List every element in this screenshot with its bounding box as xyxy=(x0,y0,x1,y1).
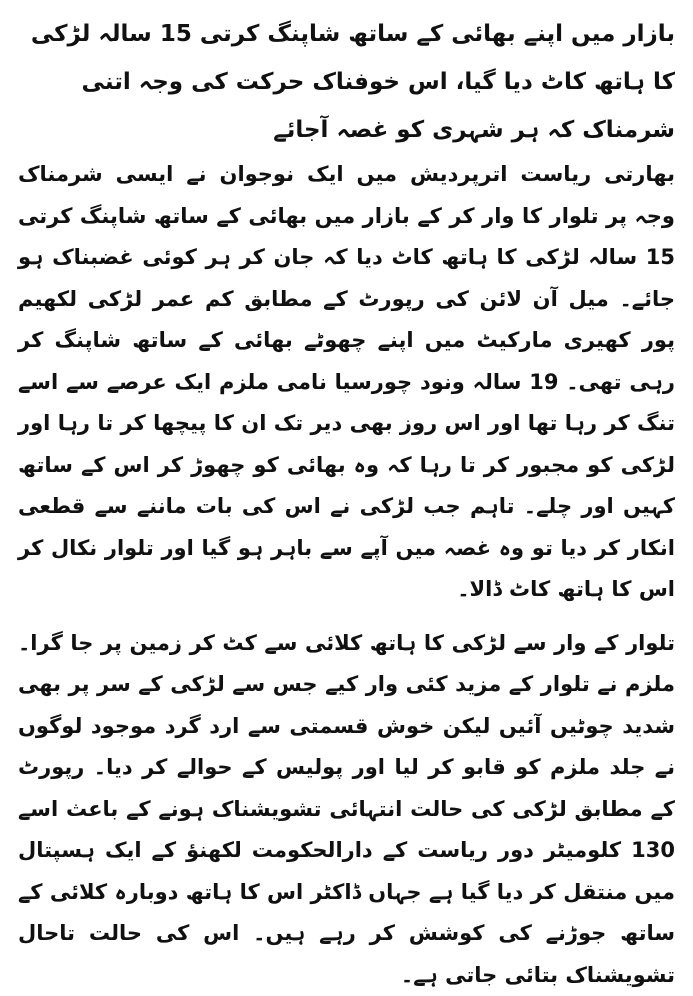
news-article xyxy=(18,10,675,996)
article-headline: بازار میں اپنے بھائی کے ساتھ شاپنگ کرتی 15 سالہ لڑکی کا ہاتھ کاٹ دیا گیا، اس خوفناک حرکت کی وجہ اتنی شرمناک کہ ہر شہری کو غصہ آجائے xyxy=(18,10,675,154)
article-paragraph-1: بھارتی ریاست اترپردیش میں ایک نوجوان نے ایسی شرمناک وجہ پر تلوار کا وار کر کے بازار میں بھائی کے ساتھ شاپنگ کرتی 15 سالہ لڑکی کا ہاتھ کاٹ دیا کہ جان کر ہر کوئی غضبناک ہو جائے۔ میل آن لائن کی رپورٹ کے مطابق کم عمر لڑکی لکھیم پور کھیری مارکیٹ میں اپنے چھوٹے بھائی کے ساتھ شاپنگ کر رہی تھی۔ 19 سالہ ونود چورسیا نامی ملزم ایک عرصے سے اسے تنگ کر رہا تھا اور اس روز بھی دیر تک ان کا پیچھا کر تا رہا اور لڑکی کو مجبور کر تا رہا کہ وہ بھائی کو چھوڑ کر اس کے ساتھ کہیں اور چلے۔ تاہم جب لڑکی نے اس کی بات ماننے سے قطعی انکار کر دیا تو وہ غصہ میں آپے سے باہر ہو گیا اور تلوار نکال کر اس کا ہاتھ کاٹ ڈالا۔ xyxy=(18,154,675,611)
article-paragraph-2: تلوار کے وار سے لڑکی کا ہاتھ کلائی سے کٹ کر زمین پر جا گرا۔ ملزم نے تلوار کے مزید کئی وار کیے جس سے لڑکی کے سر پر بھی شدید چوٹیں آئیں لیکن خوش قسمتی سے ارد گرد موجود لوگوں نے جلد ملزم کو قابو کر لیا اور پولیس کے حوالے کر دیا۔ رپورٹ کے مطابق لڑکی کی حالت انتہائی تشویشناک ہونے کے باعث اسے 130 کلومیٹر دور ریاست کے دارالحکومت لکھنؤ کے ایک ہسپتال میں منتقل کر دیا گیا ہے جہاں ڈاکٹر اس کا ہاتھ دوبارہ کلائی کے ساتھ جوڑنے کی کوشش کر رہے ہیں۔ اس کی حالت تاحال تشویشناک بتائی جاتی ہے۔ xyxy=(18,623,675,996)
article-body xyxy=(18,154,675,996)
